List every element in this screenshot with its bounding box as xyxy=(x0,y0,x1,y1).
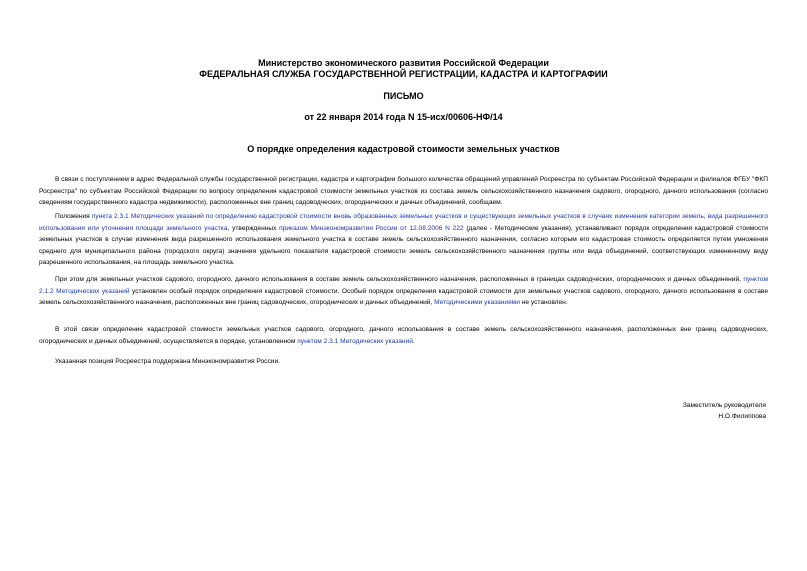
paragraph-2-text-3: (далее - Методические указания), устанавливают порядок определения кадастровой стоимости земельных участков в случае изменения вида разрешенного использования земельного участка в составе земель сельскохозяйственного назначения, согласно которым его кадастровая стоимость определяется путем умножения среднего для муниципального района (городского округа) значения удельного показателя кадастровой стоимости земель сельскохозяйственного назначения группы или вида объединений, соответствующих измененному виду разрешенного использования, на площадь земельного участка. xyxy=(39,224,768,266)
document-date-number: от 22 января 2014 года N 15-исх/00606-НФ/14 xyxy=(304,112,503,122)
document-subject: О порядке определения кадастровой стоимости земельных участков xyxy=(247,144,560,154)
paragraph-4-text-2: . xyxy=(412,337,415,345)
paragraph-4-text-1: В этой связи определение кадастровой стоимости земельных участков садового, огородного, дачного использования в составе земель сельскохозяйственного назначения, расположенных вне границ садоводческих, огороднических и дачных объединений, осуществляется в порядке, установленном xyxy=(39,326,768,345)
paragraph-1: В связи с поступлением в адрес Федеральной службы государственной регистрации, кадастра и картографии большого количества обращений управлений Росреестра по субъектам Российской Федерации и филиалов ФГБУ "ФКП Росреестра" по субъектам Российской Федерации по вопросу определения кадастровой стоимости земельных участков из состава земель сельскохозяйственного назначения садового, огородного, дачного использования (согласно сведениям государственного кадастра недвижимости), расположенных вне границ садоводческих, огороднических и дачных объединений, сообщаем. xyxy=(39,176,768,206)
link-methodical-instructions-2-3-1[interactable]: пункта 2.3.1 Методических указаний по определению кадастровой стоимости вновь образованных земельных участков и существующих земельных участков в случаях изменения категории земель, вида разрешенного использования или уточнения площади земельного участка xyxy=(39,213,768,232)
paragraph-2 xyxy=(39,211,768,269)
paragraph-2-text-2: , утвержденных xyxy=(227,224,280,232)
paragraph-2-text-1: Положения xyxy=(55,213,92,220)
document-type: ПИСЬМО xyxy=(383,91,424,101)
link-point-2-1-2[interactable]: пунктом 2.1.2 Методических указаний xyxy=(39,276,768,295)
paragraph-3 xyxy=(39,274,768,309)
service-name: ФЕДЕРАЛЬНАЯ СЛУЖБА ГОСУДАРСТВЕННОЙ РЕГИСТРАЦИИ, КАДАСТРА И КАРТОГРАФИИ xyxy=(199,69,608,79)
paragraph-4 xyxy=(39,324,768,347)
signature-name: Н.О.Филиппова xyxy=(718,413,766,420)
ministry-name: Министерство экономического развития Российской Федерации xyxy=(258,58,549,68)
link-order-222[interactable]: приказом Минэкономразвития России от 12.08.2006 N 222 xyxy=(279,224,464,232)
link-methodical-instructions[interactable]: Методическими указаниями xyxy=(434,299,520,306)
paragraph-3-text-1: При этом для земельных участков садового, огородного, дачного использования в составе земель сельскохозяйственного назначения, расположенных в границах садоводческих, огороднических и дачных объединений, xyxy=(55,276,744,283)
link-point-2-3-1[interactable]: пунктом 2.3.1 Методических указаний xyxy=(297,337,413,345)
paragraph-3-text-3: не установлен. xyxy=(519,299,568,306)
paragraph-3-text-2: установлен особый порядок определения кадастровой стоимости. Особый порядок определения кадастровой стоимости для земельных участков садового, огородного, дачного использования в составе земель сельскохозяйственного назначения, расположенных вне границ садоводческих, огороднических и дачных объединений, xyxy=(39,287,768,306)
paragraph-5: Указанная позиция Росреестра поддержана Минэкономразвития России. xyxy=(55,358,280,365)
signature-position: Заместитель руководителя xyxy=(682,402,766,409)
